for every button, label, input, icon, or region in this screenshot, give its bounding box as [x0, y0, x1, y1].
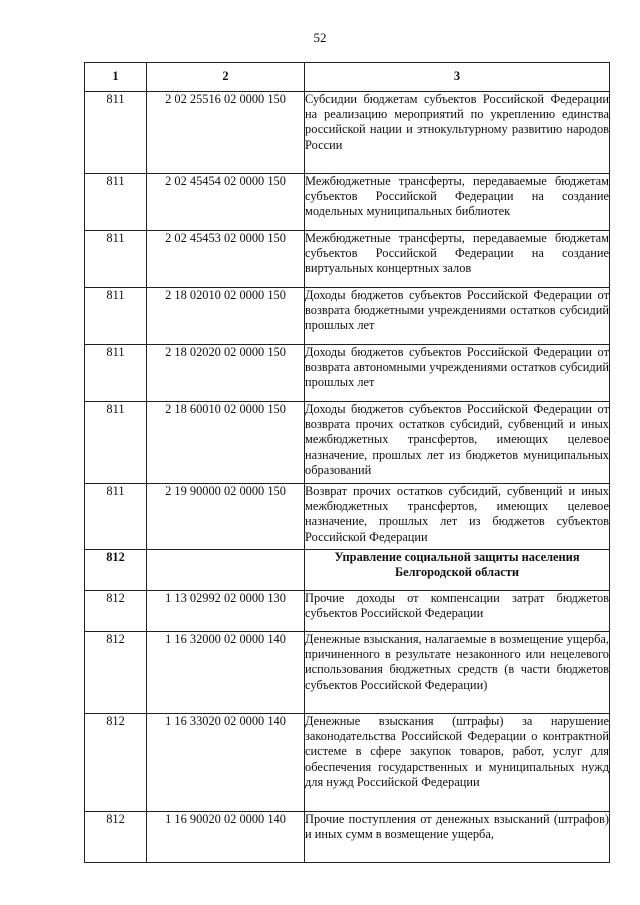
admin-code-cell: 812: [85, 714, 147, 812]
table-row: [85, 550, 610, 591]
admin-code-cell: 811: [85, 345, 147, 402]
budget-classification-code-cell: 2 18 02010 02 0000 150: [147, 288, 305, 345]
revenue-description-cell: Субсидии бюджетам субъектов Российской Федерации на реализацию мероприятий по укреплению единства российской нации и этнокультурному развитию народов России: [305, 92, 610, 174]
budget-classification-code-cell: 1 13 02992 02 0000 130: [147, 591, 305, 632]
table-row: [85, 484, 610, 550]
budget-classification-code-cell: 1 16 90020 02 0000 140: [147, 812, 305, 863]
column-header-2: 2: [147, 63, 305, 92]
budget-classification-code-cell: 2 18 02020 02 0000 150: [147, 345, 305, 402]
admin-code-cell: 812: [85, 550, 147, 591]
admin-code-cell: 811: [85, 231, 147, 288]
revenue-description-cell: Прочие доходы от компенсации затрат бюджетов субъектов Российской Федерации: [305, 591, 610, 632]
revenue-description-cell: Прочие поступления от денежных взысканий (штрафов) и иных сумм в возмещение ущерба,: [305, 812, 610, 863]
budget-classification-code-cell: 2 19 90000 02 0000 150: [147, 484, 305, 550]
table-row: [85, 632, 610, 714]
table-row: [85, 402, 610, 484]
admin-code-cell: 811: [85, 92, 147, 174]
revenue-description-cell: Возврат прочих остатков субсидий, субвенций и иных межбюджетных трансфертов, имеющих целевое назначение, прошлых лет из бюджетов субъектов Российской Федерации: [305, 484, 610, 550]
column-header-3: 3: [305, 63, 610, 92]
budget-classification-code-cell: 2 02 45453 02 0000 150: [147, 231, 305, 288]
table-row: [85, 345, 610, 402]
revenue-codes-table: [84, 62, 610, 863]
budget-classification-code-cell: 2 02 45454 02 0000 150: [147, 174, 305, 231]
revenue-description-cell: Управление социальной защиты населения Белгородской области: [305, 550, 610, 591]
admin-code-cell: 811: [85, 174, 147, 231]
table-row: [85, 92, 610, 174]
table-row: [85, 231, 610, 288]
column-header-1: 1: [85, 63, 147, 92]
table-row: [85, 591, 610, 632]
budget-classification-code-cell: [147, 550, 305, 591]
table-row: [85, 288, 610, 345]
admin-code-cell: 812: [85, 812, 147, 863]
budget-classification-code-cell: 2 02 25516 02 0000 150: [147, 92, 305, 174]
admin-code-cell: 811: [85, 288, 147, 345]
table-row: [85, 812, 610, 863]
budget-classification-code-cell: 2 18 60010 02 0000 150: [147, 402, 305, 484]
budget-classification-code-cell: 1 16 32000 02 0000 140: [147, 632, 305, 714]
admin-code-cell: 811: [85, 402, 147, 484]
table-header-row: [85, 63, 610, 92]
admin-code-cell: 811: [85, 484, 147, 550]
revenue-description-cell: Денежные взыскания (штрафы) за нарушение законодательства Российской Федерации о контрактной системе в сфере закупок товаров, работ, услуг для обеспечения государственных и муниципальных нужд для нужд Российской Федерации: [305, 714, 610, 812]
budget-classification-code-cell: 1 16 33020 02 0000 140: [147, 714, 305, 812]
revenue-description-cell: Межбюджетные трансферты, передаваемые бюджетам субъектов Российской Федерации на создание виртуальных концертных залов: [305, 231, 610, 288]
revenue-description-cell: Доходы бюджетов субъектов Российской Федерации от возврата автономными учреждениями остатков субсидий прошлых лет: [305, 345, 610, 402]
revenue-description-cell: Доходы бюджетов субъектов Российской Федерации от возврата бюджетными учреждениями остатков субсидий прошлых лет: [305, 288, 610, 345]
revenue-description-cell: Денежные взыскания, налагаемые в возмещение ущерба, причиненного в результате незаконного или нецелевого использования бюджетных средств (в части бюджетов субъектов Российской Федерации): [305, 632, 610, 714]
revenue-description-cell: Доходы бюджетов субъектов Российской Федерации от возврата прочих остатков субсидий, субвенций и иных межбюджетных трансфертов, имеющих целевое назначение, прошлых лет из бюджетов муниципальных образований: [305, 402, 610, 484]
admin-code-cell: 812: [85, 591, 147, 632]
page-number: 52: [313, 30, 327, 45]
admin-code-cell: 812: [85, 632, 147, 714]
revenue-description-cell: Межбюджетные трансферты, передаваемые бюджетам субъектов Российской Федерации на создание модельных муниципальных библиотек: [305, 174, 610, 231]
table-row: [85, 174, 610, 231]
table-row: [85, 714, 610, 812]
